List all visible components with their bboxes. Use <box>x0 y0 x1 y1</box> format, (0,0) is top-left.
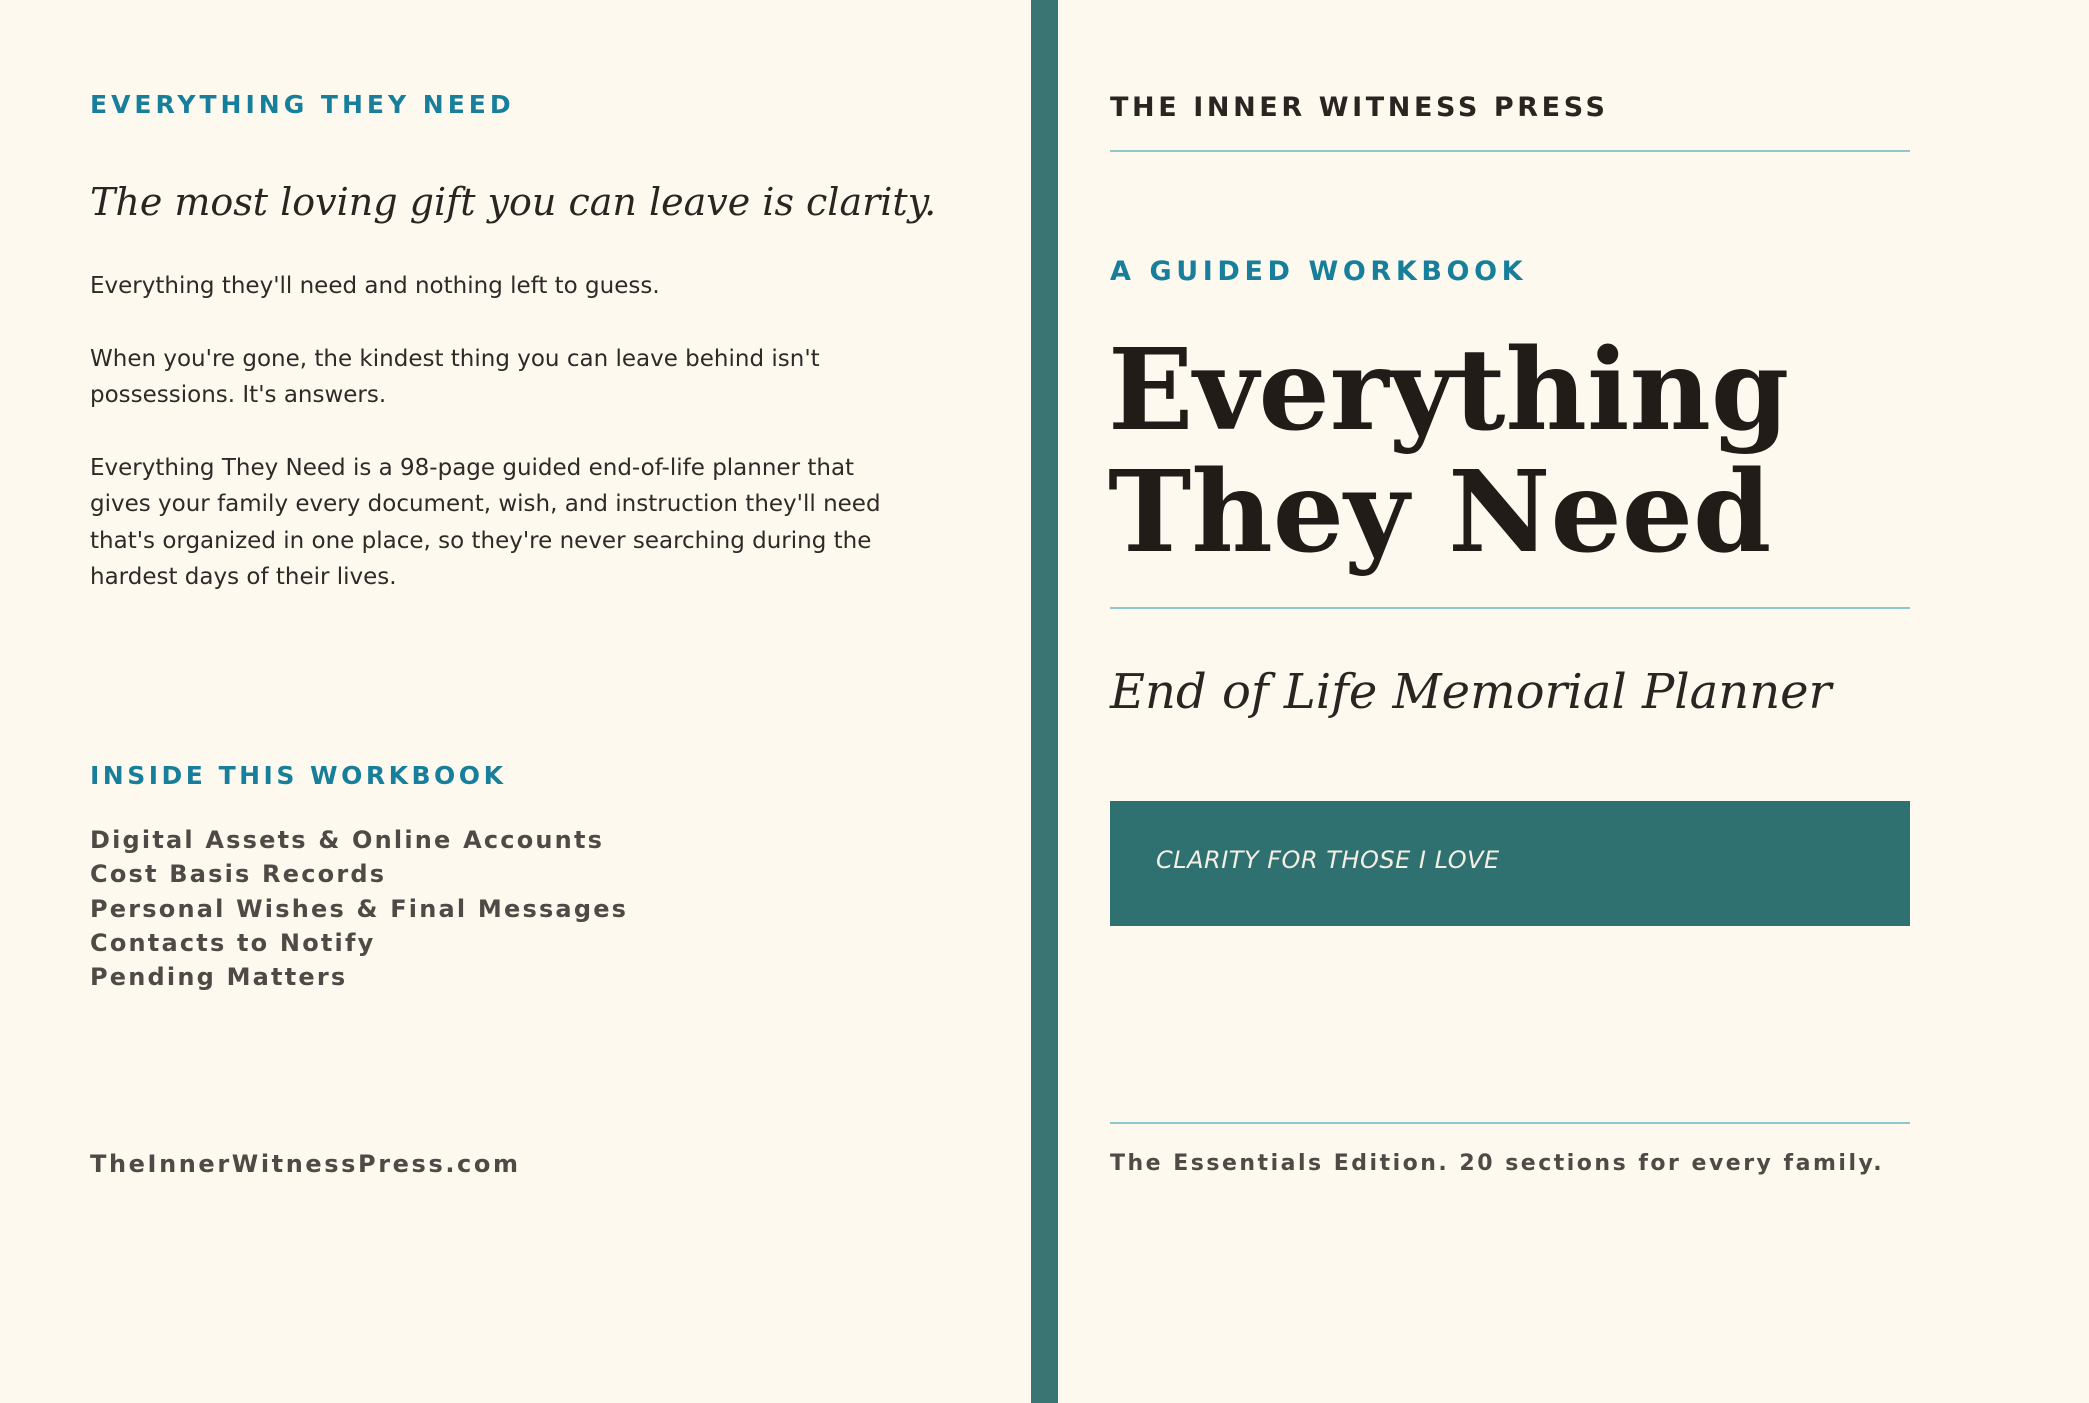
tagline: CLARITY FOR THOSE I LOVE <box>1156 846 1500 874</box>
list-item: Personal Wishes & Final Messages <box>90 894 629 923</box>
front-cover-eyebrow: A GUIDED WORKBOOK <box>1110 256 1528 287</box>
book-title <box>1108 325 1790 578</box>
inside-workbook-heading: INSIDE THIS WORKBOOK <box>90 761 507 790</box>
back-cover-description <box>90 268 920 632</box>
book-title-line: Everything <box>1108 325 1790 456</box>
publisher-name: THE INNER WITNESS PRESS <box>1110 92 1609 123</box>
divider <box>1110 607 1910 609</box>
book-title-line: They Need <box>1108 447 1772 578</box>
back-cover-eyebrow: EVERYTHING THEY NEED <box>90 90 515 119</box>
inside-workbook-list <box>90 823 628 994</box>
back-cover <box>0 0 1031 1403</box>
edition-note: The Essentials Edition. 20 sections for every family. <box>1110 1151 1885 1176</box>
list-item: Digital Assets & Online Accounts <box>90 826 605 854</box>
tagline-band <box>1110 801 1910 926</box>
front-cover <box>1058 0 2089 1403</box>
publisher-website: TheInnerWitnessPress.com <box>90 1150 521 1178</box>
description-paragraph: When you're gone, the kindest thing you can leave behind isn't possessions. It's answers. <box>90 345 820 408</box>
list-item: Cost Basis Records <box>90 860 387 889</box>
book-spine <box>1031 0 1058 1403</box>
divider <box>1110 150 1910 152</box>
description-paragraph: Everything They Need is a 98-page guided end-of-life planner that gives your family every document, wish, and instruction they'll need that's organized in one place, so they're never searching during the hardest days of their lives. <box>90 454 881 590</box>
back-cover-quote: The most loving gift you can leave is clarity. <box>90 180 937 224</box>
description-paragraph: Everything they'll need and nothing left to guess. <box>90 273 660 299</box>
divider <box>1110 1122 1910 1124</box>
list-item: Contacts to Notify <box>90 928 376 957</box>
list-item: Pending Matters <box>90 963 348 992</box>
book-subtitle: End of Life Memorial Planner <box>1110 664 1832 720</box>
